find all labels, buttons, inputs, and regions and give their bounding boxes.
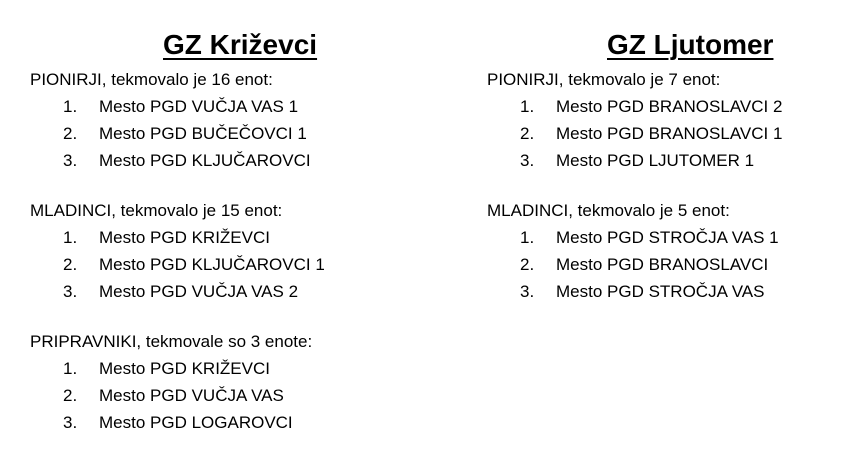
list-number: 2. xyxy=(520,124,535,143)
list-number: 2. xyxy=(63,255,78,274)
list-text: Mesto PGD KRIŽEVCI xyxy=(99,359,270,378)
list-item xyxy=(487,93,847,120)
list-number: 1. xyxy=(520,228,535,247)
group-heading: PRIPRAVNIKI, tekmovale so 3 enote: xyxy=(30,332,313,351)
list-item xyxy=(487,251,847,278)
group-pionirji xyxy=(30,66,430,174)
list-text: Mesto PGD BRANOSLAVCI xyxy=(556,255,769,274)
list-text: Mesto PGD BRANOSLAVCI 1 xyxy=(556,124,783,143)
list-number: 2. xyxy=(520,255,535,274)
list-text: Mesto PGD KLJUČAROVCI 1 xyxy=(99,255,325,274)
column-title: GZ Ljutomer xyxy=(607,29,774,60)
group-heading: PIONIRJI, tekmovalo je 16 enot: xyxy=(30,70,273,89)
group-mladinci xyxy=(487,197,847,305)
list-item xyxy=(30,409,430,436)
list-number: 3. xyxy=(63,413,78,432)
list-item xyxy=(30,278,430,305)
list-item xyxy=(487,147,847,174)
list-item xyxy=(30,224,430,251)
list-number: 1. xyxy=(63,97,78,116)
list-number: 1. xyxy=(520,97,535,116)
list-item xyxy=(30,93,430,120)
list-text: Mesto PGD LJUTOMER 1 xyxy=(556,151,755,170)
list-number: 1. xyxy=(63,228,78,247)
group-heading: MLADINCI, tekmovalo je 15 enot: xyxy=(30,201,283,220)
list-number: 3. xyxy=(520,282,535,301)
column-title: GZ Križevci xyxy=(163,29,318,60)
list-number: 3. xyxy=(520,151,535,170)
list-number: 3. xyxy=(63,282,78,301)
group-pionirji xyxy=(487,66,847,174)
list-item xyxy=(487,120,847,147)
column-gz-krizevci xyxy=(30,24,430,436)
group-heading: PIONIRJI, tekmovalo je 7 enot: xyxy=(487,70,721,89)
list-number: 3. xyxy=(63,151,78,170)
list-text: Mesto PGD BUČEČOVCI 1 xyxy=(99,124,307,143)
list-item xyxy=(30,120,430,147)
group-pripravniki xyxy=(30,328,430,436)
column-gz-ljutomer xyxy=(487,24,847,305)
list-text: Mesto PGD STROČJA VAS xyxy=(556,282,765,301)
list-text: Mesto PGD STROČJA VAS 1 xyxy=(556,228,779,247)
list-text: Mesto PGD KLJUČAROVCI xyxy=(99,151,311,170)
group-heading: MLADINCI, tekmovalo je 5 enot: xyxy=(487,201,730,220)
group-mladinci xyxy=(30,197,430,305)
list-item xyxy=(30,251,430,278)
list-item xyxy=(30,147,430,174)
list-item xyxy=(30,382,430,409)
list-text: Mesto PGD LOGAROVCI xyxy=(99,413,293,432)
list-number: 1. xyxy=(63,359,78,378)
list-text: Mesto PGD VUČJA VAS xyxy=(99,386,284,405)
list-text: Mesto PGD VUČJA VAS 2 xyxy=(99,282,299,301)
list-text: Mesto PGD VUČJA VAS 1 xyxy=(99,97,299,116)
list-text: Mesto PGD BRANOSLAVCI 2 xyxy=(556,97,783,116)
list-text: Mesto PGD KRIŽEVCI xyxy=(99,228,270,247)
list-number: 2. xyxy=(63,386,78,405)
list-item xyxy=(30,355,430,382)
list-item xyxy=(487,224,847,251)
list-number: 2. xyxy=(63,124,78,143)
list-item xyxy=(487,278,847,305)
